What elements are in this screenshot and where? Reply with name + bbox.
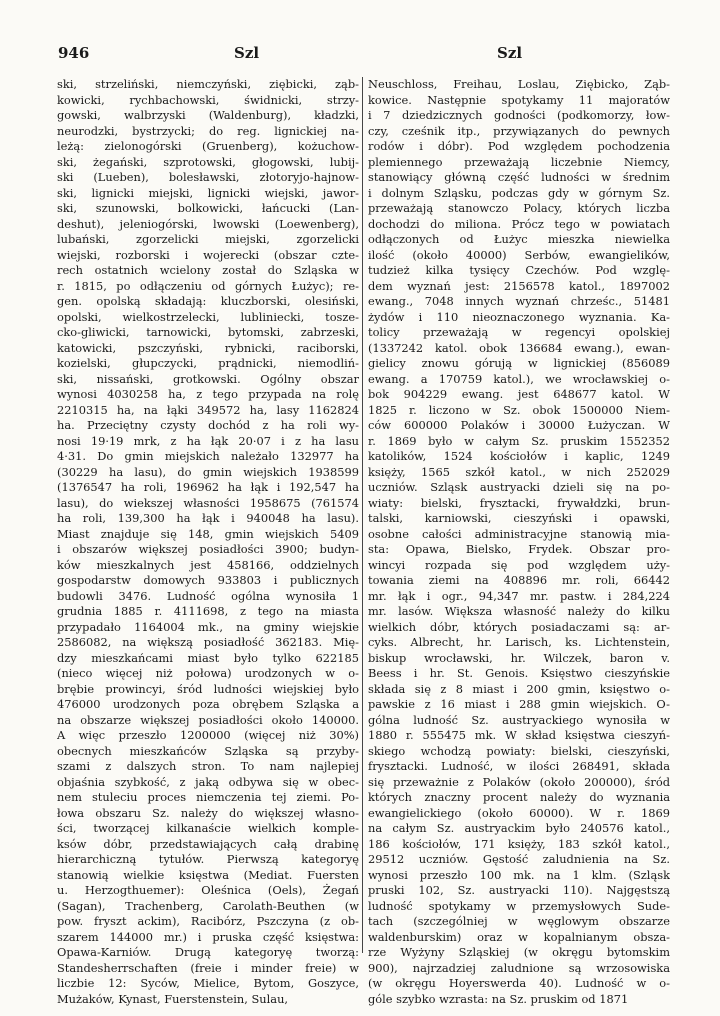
- right-column-line: 29512 uczniów. Gęstość zaludnienia na Sz.: [368, 852, 670, 866]
- left-column: [57, 77, 359, 1007]
- left-column-line: budowli 3476. Ludność ogólna wynosiła 1: [57, 588, 359, 603]
- right-column-line: gólna ludność Sz. austryackiego wynosiła w: [368, 712, 670, 727]
- right-column-line: talski, karniowski, cieszyński i opawski,: [368, 511, 670, 525]
- right-column-line: pruski 102, Sz. austryacki 110). Najgęstszą: [368, 883, 670, 897]
- right-column-line: odłączonych od Łużyc mieszka niewielka: [368, 232, 670, 246]
- right-column-line: składa się z 8 miast i 200 gmin, księstwo o-: [368, 681, 670, 696]
- left-column-line: (Sagan), Trachenberg, Carolath-Beuthen (w: [57, 898, 359, 913]
- left-column-line: i obszarów większej posiadłości 3900; budyn-: [57, 542, 359, 556]
- right-column-line: waldenburskim) oraz w kopalnianym obsza-: [368, 929, 670, 944]
- left-column-line: ski, lignicki miejski, lignicki wiejski, jawor-: [57, 185, 359, 200]
- right-column-line: przeważają stanowczo Polacy, których liczba: [368, 201, 670, 215]
- right-column-line: tach (szczególniej w węglowym obszarze: [368, 914, 670, 928]
- left-column-line: ksów dóbr, przedstawiających całą drabinę: [57, 836, 359, 851]
- left-column-line: lasu), do wiekszej własności 1958675 (761574: [57, 495, 359, 510]
- left-column-line: wynosi 4030258 ha, z tego przypada na rolę: [57, 387, 359, 401]
- right-column-line: skiego wchodzą powiaty: bielski, cieszyński,: [368, 743, 670, 758]
- left-column-line: ha. Przeciętny czysty dochód z ha roli wy-: [57, 418, 359, 432]
- right-column-line: kowice. Następnie spotykamy 11 majoratów: [368, 92, 670, 107]
- right-column-line: (w okręgu Hoyerswerda 40). Ludność w o-: [368, 976, 670, 990]
- right-column-line: frysztacki. Ludność, w ilości 268491, składa: [368, 759, 670, 773]
- left-column-line: opolski, wielkostrzelecki, lubliniecki, tosze-: [57, 309, 359, 324]
- right-column-line: sta: Opawa, Bielsko, Frydek. Obszar pro-: [368, 542, 670, 556]
- right-column-line: ewangielickiego (około 60000). W r. 1869: [368, 805, 670, 820]
- left-column-line: cko-gliwicki, tarnowicki, bytomski, zabrzeski,: [57, 325, 359, 339]
- right-column-line: mr. lasów. Większa własność należy do kilku: [368, 604, 670, 618]
- left-column-line: neurodzki, bystrzycki; do reg. lignickiej na-: [57, 123, 359, 138]
- right-column-line: ilość (około 40000) Serbów, ewangielików,: [368, 247, 670, 262]
- right-column-line: (1337242 katol. obok 136684 ewang.), ewan-: [368, 340, 670, 355]
- right-column-line: ludność spotykamy w przemysłowych Sude-: [368, 898, 670, 913]
- right-column-line: r. 1869 było w całym Sz. pruskim 1552352: [368, 433, 670, 448]
- right-column-line: i 7 dziedzicznych godności (podkomorzy, łow-: [368, 108, 670, 122]
- left-column-line: Miast znajduje się 148, gmin wiejskich 5409: [57, 526, 359, 541]
- right-column-line: 1825 r. liczono w Sz. obok 1500000 Niem-: [368, 402, 670, 417]
- left-column-line: ha roli, 139,300 ha łąk i 940048 ha lasu).: [57, 511, 359, 525]
- left-column-line: gowski, walbrzyski (Waldenburg), kładzki,: [57, 108, 359, 122]
- right-column-line: Neuschloss, Freihau, Loslau, Ziębicko, Ząb-: [368, 77, 670, 91]
- left-column-line: rech ostatnich wcielony został do Szląska w: [57, 263, 359, 277]
- left-column-line: gen. opolską składają: kluczborski, olesiński,: [57, 294, 359, 308]
- right-column-line: plemiennego przeważają liczebnie Niemcy,: [368, 154, 670, 169]
- right-column-line: ewang. a 170759 katol.), we wrocławskiej o-: [368, 371, 670, 386]
- left-column-line: kozielski, głupczycki, prądnicki, niemodliń-: [57, 356, 359, 370]
- left-column-line: nem stuleciu proces niemczenia tej ziemi. Po-: [57, 790, 359, 804]
- right-column-line: 1880 r. 555475 mk. W skład księstwa cieszyń-: [368, 728, 670, 742]
- right-column-line: na całym Sz. austryackim było 240576 katol.,: [368, 821, 670, 835]
- left-column-line: ski, szunowski, bolkowicki, łańcucki (Lan-: [57, 201, 359, 215]
- right-column: [368, 77, 670, 1007]
- left-column-line: łowa obszaru Sz. należy do większej własno-: [57, 805, 359, 820]
- right-column-line: i dolnym Szląsku, podczas gdy w górnym Sz.: [368, 185, 670, 200]
- left-column-line: kowicki, rychbachowski, świdnicki, strzy-: [57, 92, 359, 107]
- left-column-line: lubański, zgorzelicki miejski, zgorzelicki: [57, 232, 359, 246]
- right-column-line: katolików, 1524 kościołów i kaplic, 1249: [368, 449, 670, 463]
- left-column-line: obecnych mieszkańców Szląska są przyby-: [57, 743, 359, 758]
- right-column-line: rodów i dóbr). Pod względem pochodzenia: [368, 139, 670, 153]
- left-column-line: Mużaków, Kynast, Fuerstenstein, Sulau,: [57, 991, 289, 1006]
- right-column-line: których znaczny procent należy do wyznania: [368, 790, 670, 804]
- right-column-line: mr. łąk i ogr., 94,347 mr. pastw. i 284,224: [368, 588, 670, 603]
- left-column-line: dzy mieszkańcami miast było tylko 622185: [57, 650, 359, 665]
- left-column-line: liczbie 12: Syców, Mielice, Bytom, Goszyce,: [57, 976, 359, 990]
- right-column-line: 900), najrzadziej zaludnione są wrzosowiska: [368, 960, 670, 975]
- right-column-line: bok 904229 ewang. jest 648677 katol. W: [368, 387, 670, 401]
- right-column-line: ewang., 7048 innych wyznań chrześc., 51481: [368, 294, 670, 308]
- left-column-line: A więc przeszło 1200000 (więcej niż 30%): [57, 728, 359, 742]
- left-column-line: ków mieszkalnych jest 458166, oddzielnych: [57, 557, 359, 572]
- right-column-line: uczniów. Szląsk austryacki dzieli się na po-: [368, 480, 670, 494]
- left-column-line: brębie prowincyi, śród ludności wiejskiej było: [57, 681, 359, 696]
- left-column-line: 2210315 ha, na łąki 349572 ha, lasy 1162824: [57, 402, 359, 417]
- left-column-line: (30229 ha lasu), do gmin wiejskich 1938599: [57, 464, 359, 479]
- left-column-line: gospodarstw domowych 933803 i publicznych: [57, 573, 359, 587]
- left-column-line: przypadało 1164004 mk., na gminy wiejskie: [57, 619, 359, 634]
- right-column-line: wiaty: bielski, frysztacki, frywałdzki, brun-: [368, 495, 670, 510]
- right-column-line: osobne całości administracyjne stanowią mia-: [368, 526, 670, 541]
- left-column-line: wiejski, rozborski i wojerecki (obszar czte-: [57, 247, 359, 262]
- left-column-line: u. Herzogthuemer): Oleśnica (Oels), Żegań: [57, 883, 359, 897]
- right-column-line: cyks. Albrecht, hr. Larisch, ks. Lichtenstein,: [368, 635, 670, 649]
- right-column-line: wincyi rozpada się pod względem uży-: [368, 557, 670, 572]
- right-column-line: gielicy znowu górują w lignickiej (856089: [368, 356, 670, 370]
- right-column-line: Beess i hr. St. Genois. Księstwo cieszyńskie: [368, 666, 670, 680]
- left-column-line: objaśnia szybkość, z jaką odbywa się w obec-: [57, 774, 359, 789]
- right-column-line: pawskie z 16 miast i 288 gmin wiejskich. O-: [368, 697, 670, 711]
- left-column-line: r. 1815, po odłączeniu od górnych Łużyc); re-: [57, 278, 359, 293]
- left-column-line: ski, strzeliński, niemczyński, ziębicki, ząb-: [57, 77, 359, 91]
- column-divider: [362, 77, 363, 953]
- right-column-line: żydów i 110 nieoznaczonego wyznania. Ka-: [368, 309, 670, 324]
- right-column-line: księży, 1565 szkół katol., w nich 252029: [368, 464, 670, 479]
- left-column-line: Opawa-Karniów. Drugą kategoryę tworzą:: [57, 945, 359, 959]
- left-column-line: na obszarze większej posiadłości około 140000.: [57, 712, 359, 727]
- left-column-line: pow. fryszt ackim), Racibórz, Pszczyna (z ob-: [57, 914, 359, 928]
- right-column-line: tolicy przeważają w regencyi opolskiej: [368, 325, 670, 339]
- left-column-line: szarem 144000 mr.) i pruska część księstwa:: [57, 929, 359, 944]
- left-column-line: 476000 urodzonych poza obrębem Szląska a: [57, 697, 359, 711]
- running-head-left: Szl: [234, 44, 260, 62]
- right-column-line: się przeważnie z Polaków (około 200000), śród: [368, 774, 670, 789]
- right-column-line: wielkich dóbr, których posiadaczami są: ar-: [368, 619, 670, 634]
- left-column-line: szami z dalszych stron. To nam najlepiej: [57, 759, 359, 773]
- left-column-line: ści, tworzącej kilkanaście wielkich komple-: [57, 821, 359, 835]
- running-head-right: Szl: [497, 44, 523, 62]
- left-column-line: stanowią wielkie księstwa (Mediat. Fuersten: [57, 867, 359, 882]
- left-column-line: ski (Lueben), bolesławski, złotoryjo-hajnow-: [57, 170, 359, 184]
- left-column-line: ski, nissański, grotkowski. Ogólny obszar: [57, 371, 359, 386]
- left-column-line: grudnia 1885 r. 4111698, z tego na miasta: [57, 604, 359, 618]
- left-column-line: 4·31. Do gmin miejskich należało 132977 ha: [57, 449, 359, 463]
- left-column-line: ski, żegański, szprotowski, głogowski, lubij-: [57, 154, 359, 169]
- left-column-line: (1376547 ha roli, 196962 ha łąk i 192,547 ha: [57, 480, 359, 494]
- right-column-line: towania ziemi na 408896 mr. roli, 66442: [368, 573, 670, 587]
- right-column-line: góle szybko wzrasta: na Sz. pruskim od 1871: [368, 991, 629, 1006]
- right-column-line: wynosi przeszło 100 mk. na 1 klm. (Szląsk: [368, 867, 670, 882]
- right-column-line: czy, cześnik itp., przywiązanych do pewnych: [368, 123, 670, 138]
- right-column-line: dochodzi do miliona. Prócz tego w powiatach: [368, 216, 670, 231]
- right-column-line: ców 600000 Polaków i 30000 Łużyczan. W: [368, 418, 670, 432]
- right-column-line: tudzież kilka tysięcy Czechów. Pod wzglę-: [368, 263, 670, 277]
- left-column-line: (nieco więcej niż połowa) urodzonych w o-: [57, 666, 359, 680]
- right-column-line: 186 kościołów, 171 księży, 183 szkół katol.,: [368, 836, 670, 851]
- left-column-line: 2586082, na większą posiadłość 362183. Mię-: [57, 635, 359, 649]
- right-column-line: stanowiący główną część ludności w średnim: [368, 170, 670, 184]
- right-column-line: biskup wrocławski, hr. Wilczek, baron v.: [368, 650, 670, 665]
- left-column-line: leżą: zielonogórski (Gruenberg), kożuchow-: [57, 139, 359, 153]
- right-column-line: dem wyznań jest: 2156578 katol., 1897002: [368, 278, 670, 293]
- right-column-line: rze Wyżyny Szląskiej (w okręgu bytomskim: [368, 945, 670, 959]
- page-number: 946: [58, 44, 90, 62]
- left-column-line: deshut), jeleniogórski, lwowski (Loewenberg),: [57, 216, 359, 231]
- left-column-line: nosi 19·19 mrk, z ha łąk 20·07 i z ha lasu: [57, 433, 359, 448]
- left-column-line: Standesherrschaften (freie i minder freie) w: [57, 960, 359, 975]
- left-column-line: katowicki, pszczyński, rybnicki, raciborski,: [57, 340, 359, 355]
- left-column-line: hierarchiczną tytułów. Pierwszą kategoryę: [57, 852, 359, 866]
